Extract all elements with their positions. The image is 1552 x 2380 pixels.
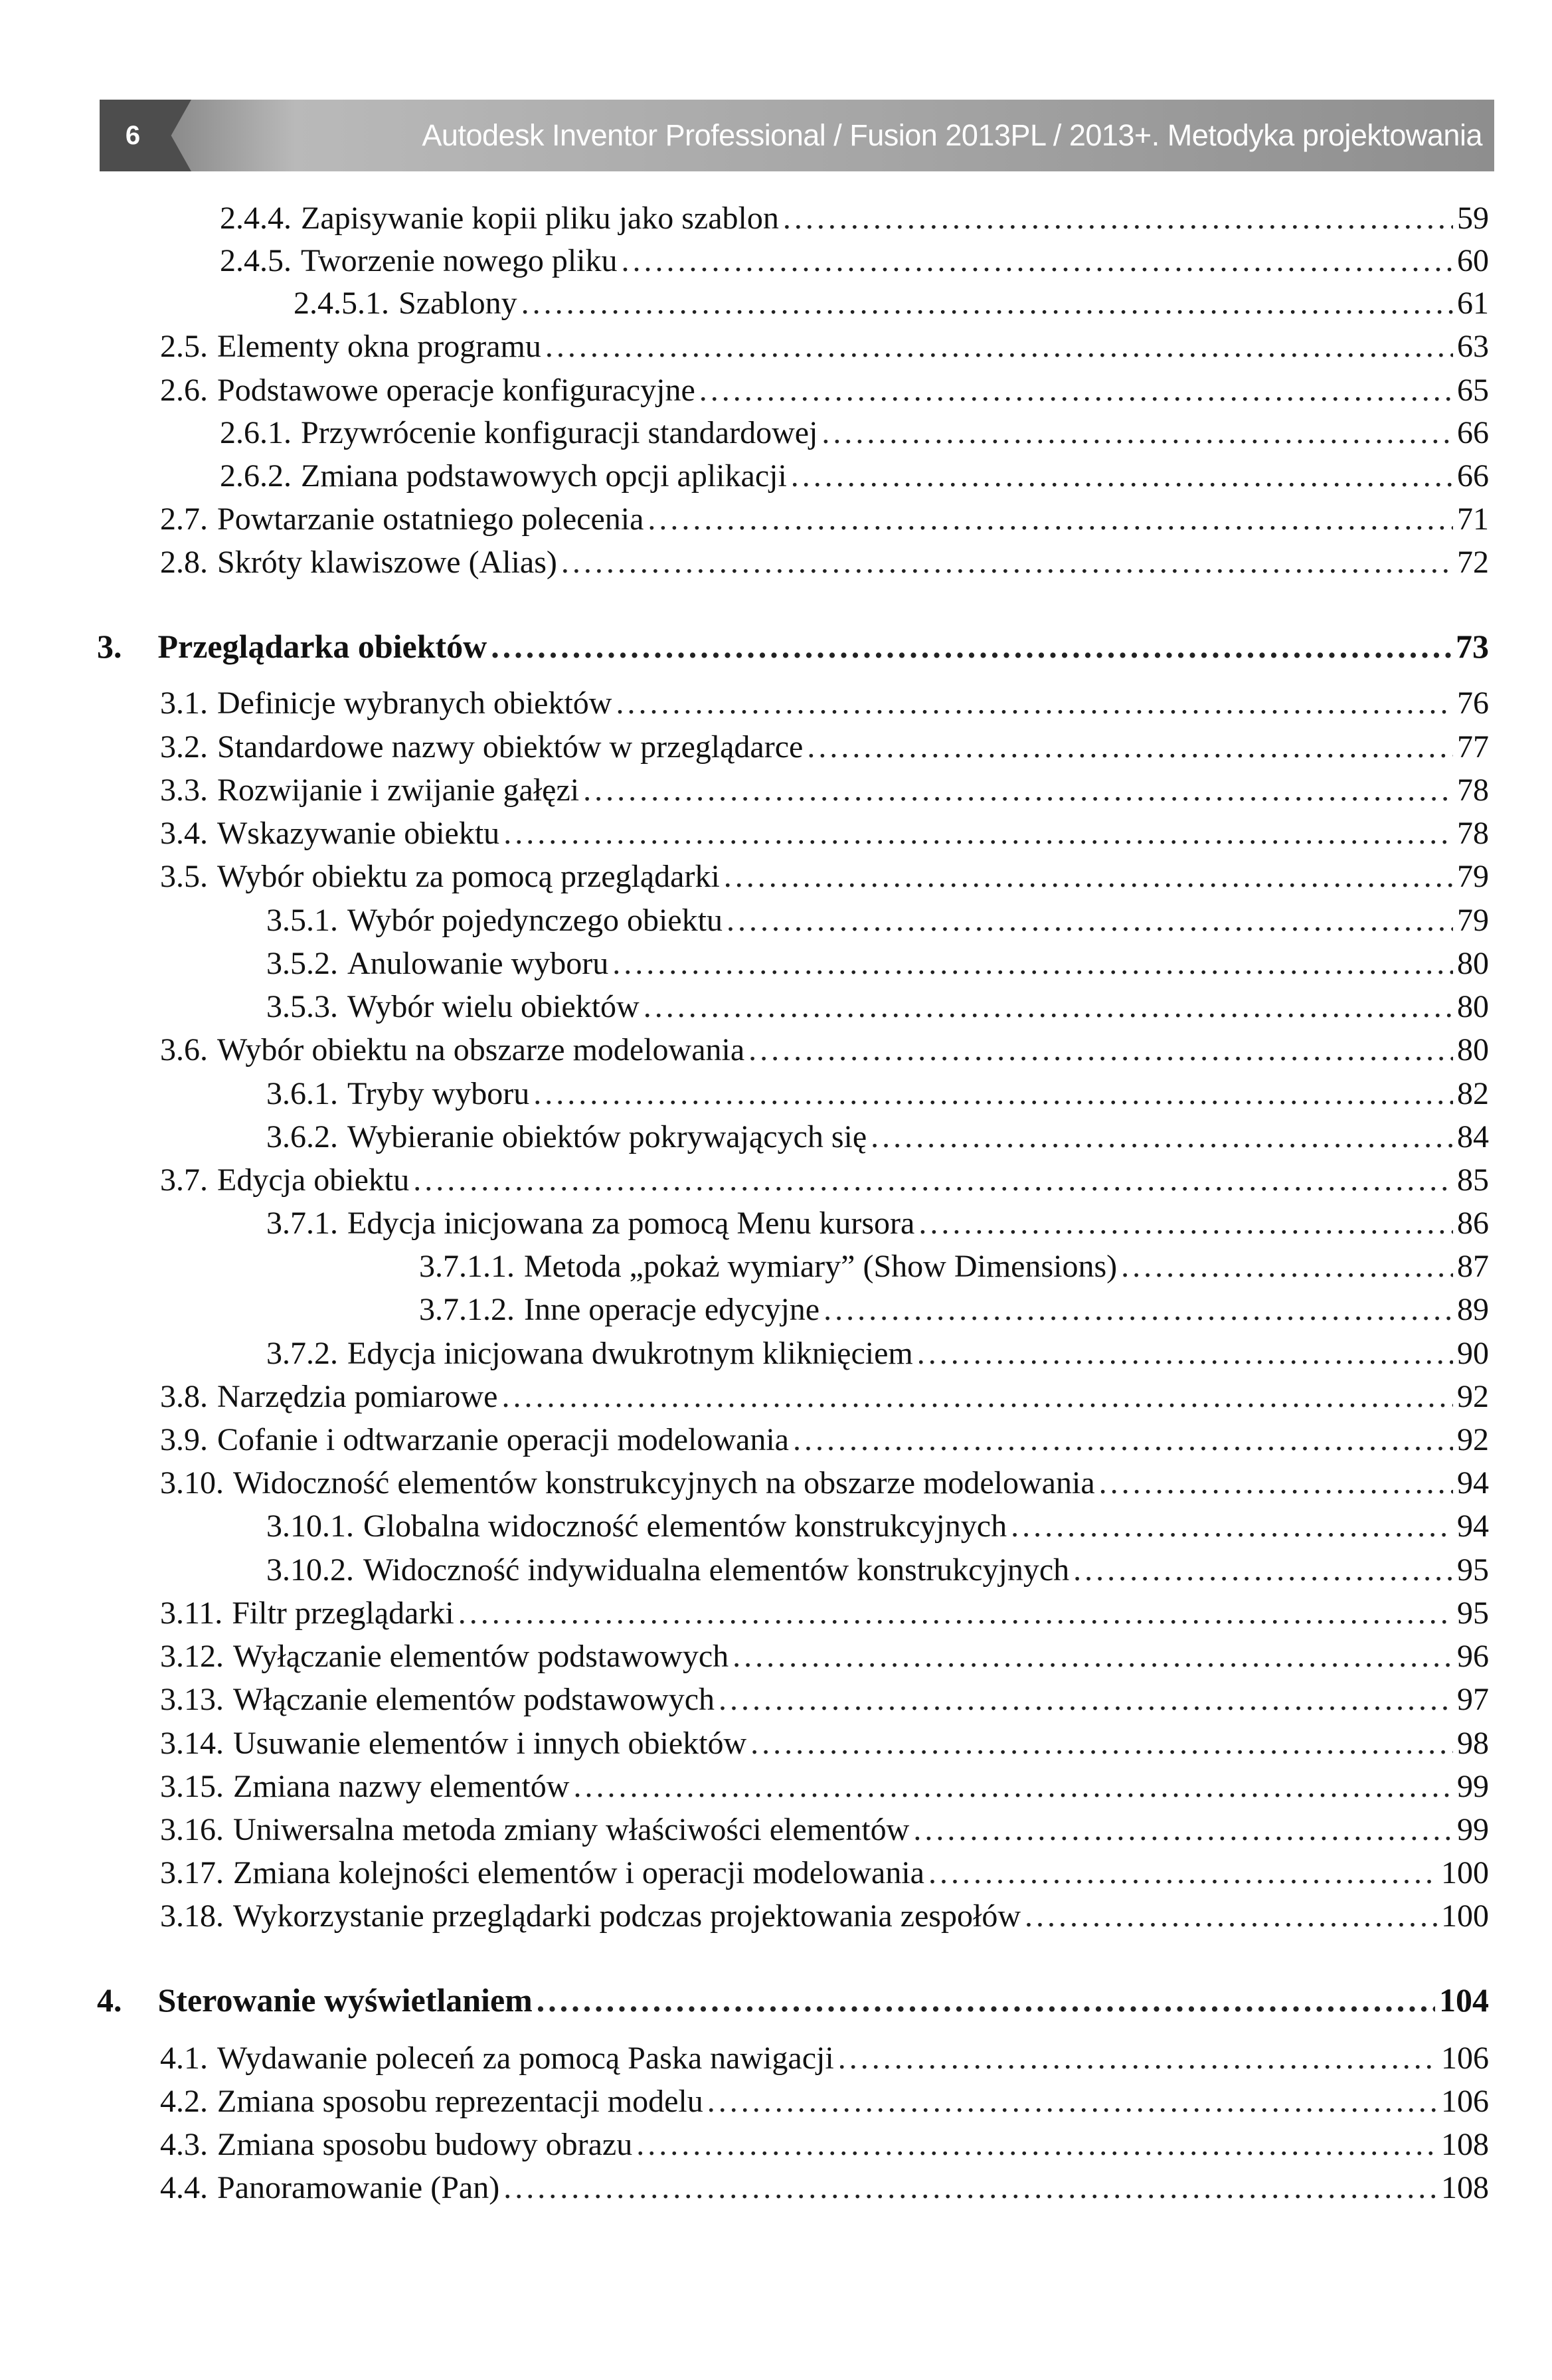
toc-entry-number: 3.13.: [160, 1682, 224, 1717]
toc-leader-dots: [521, 283, 1453, 324]
toc-entry-page: 79: [1457, 903, 1489, 938]
toc-entry-title: Narzędzia pomiarowe: [217, 1379, 498, 1414]
toc-entry-number: 4.2.: [160, 2084, 208, 2119]
toc-entry-title: Edycja inicjowana dwukrotnym kliknięciem: [347, 1336, 913, 1371]
toc-entry-title: Wybór obiektu na obszarze modelowania: [217, 1032, 745, 1067]
toc-entry-page: 78: [1457, 816, 1489, 851]
toc-leader-dots: [413, 1160, 1453, 1201]
toc-entry-page: 92: [1457, 1379, 1489, 1414]
toc-entry-number: 4.3.: [160, 2127, 208, 2162]
toc-entry-number: 2.8.: [160, 545, 208, 580]
toc-entry: [266, 943, 1489, 984]
toc-entry-page: 65: [1457, 373, 1489, 408]
toc-leader-dots: [1121, 1246, 1453, 1287]
toc-entry: [220, 240, 1489, 282]
toc-entry-page: 100: [1441, 1898, 1489, 1934]
toc-entry-page: 86: [1457, 1206, 1489, 1241]
toc-entry: [266, 1203, 1489, 1244]
toc-leader-dots: [748, 1030, 1453, 1071]
toc-entry: [160, 1419, 1489, 1461]
toc-entry: [160, 370, 1489, 411]
toc-entry: [160, 2124, 1489, 2165]
toc-entry-number: 3.11.: [160, 1596, 223, 1631]
toc-entry-page: 79: [1457, 859, 1489, 894]
toc-entry-title: Uniwersalna metoda zmiany właściwości elementów: [233, 1812, 910, 1847]
toc-entry-page: 80: [1457, 946, 1489, 981]
toc-entry-title: Wybieranie obiektów pokrywających się: [347, 1119, 867, 1154]
toc-entry: [220, 412, 1489, 454]
toc-entry-number: 3.5.: [160, 859, 208, 894]
toc-entry-number: 3.12.: [160, 1639, 224, 1674]
toc-entry-number: 3.7.1.2.: [419, 1292, 515, 1327]
toc-leader-dots: [616, 683, 1453, 724]
toc-entry-number: 3.6.: [160, 1032, 208, 1067]
toc-leader-dots: [823, 1289, 1453, 1330]
toc-entry-number: 3.: [97, 628, 122, 665]
toc-entry-page: 99: [1457, 1812, 1489, 1847]
toc-entry-title: Anulowanie wyboru: [347, 946, 609, 981]
toc-entry-page: 82: [1457, 1076, 1489, 1111]
toc-leader-dots: [503, 813, 1453, 854]
toc-entry: [266, 900, 1489, 941]
toc-entry-number: 3.5.3.: [266, 989, 338, 1024]
running-header: [100, 100, 1494, 171]
toc-entry-title: Tryby wyboru: [347, 1076, 530, 1111]
toc-entry: [160, 1766, 1489, 1807]
toc-entry-number: 3.2.: [160, 729, 208, 765]
toc-entry-page: 66: [1457, 458, 1489, 494]
toc-entry: [220, 456, 1489, 497]
toc-leader-dots: [1025, 1896, 1437, 1937]
toc-leader-dots: [583, 770, 1453, 811]
toc-entry: [266, 986, 1489, 1028]
toc-entry-title: Widoczność elementów konstrukcyjnych na obszarze modelowania: [233, 1465, 1095, 1501]
toc-entry: [266, 1506, 1489, 1547]
toc-entry: [266, 1117, 1489, 1158]
toc-entry-number: 2.4.5.1.: [294, 286, 389, 321]
toc-entry: [220, 198, 1489, 239]
toc-entry-title: Metoda „pokaż wymiary” (Show Dimensions): [524, 1249, 1118, 1284]
toc-entry-number: 3.7.1.: [266, 1206, 338, 1241]
toc-entry: [160, 1376, 1489, 1418]
toc-entry: [160, 1723, 1489, 1764]
toc-leader-dots: [871, 1117, 1453, 1158]
toc-leader-dots: [503, 2167, 1437, 2209]
toc-entry-number: 4.1.: [160, 2041, 208, 2076]
toc-entry-title: Definicje wybranych obiektów: [217, 686, 612, 721]
toc-leader-dots: [1011, 1506, 1453, 1547]
toc-entry: [160, 326, 1489, 367]
toc-entry-page: 97: [1457, 1682, 1489, 1717]
toc-leader-dots: [783, 198, 1453, 239]
toc-entry: [266, 1073, 1489, 1115]
toc-entry: [160, 542, 1489, 583]
toc-entry-title: Globalna widoczność elementów konstrukcyjnych: [363, 1509, 1007, 1544]
toc-entry: [160, 856, 1489, 897]
toc-entry-number: 3.5.2.: [266, 946, 338, 981]
toc-leader-dots: [1073, 1550, 1453, 1591]
toc-leader-dots: [491, 626, 1452, 667]
toc-leader-dots: [573, 1766, 1453, 1807]
toc-leader-dots: [647, 499, 1453, 540]
toc-leader-dots: [545, 326, 1453, 367]
toc-entry-page: 98: [1457, 1726, 1489, 1761]
toc-entry-number: 4.: [97, 1981, 122, 2019]
toc-entry-page: 94: [1457, 1509, 1489, 1544]
toc-leader-dots: [733, 1636, 1453, 1677]
toc-entry-title: Tworzenie nowego pliku: [301, 243, 618, 278]
toc-entry-number: 3.15.: [160, 1769, 224, 1804]
toc-leader-dots: [458, 1593, 1453, 1634]
toc-leader-dots: [913, 1809, 1453, 1851]
toc-entry: [266, 1550, 1489, 1591]
toc-entry-title: Powtarzanie ostatniego polecenia: [217, 502, 644, 537]
toc-entry-page: 108: [1441, 2127, 1489, 2162]
toc-leader-dots: [1099, 1463, 1453, 1504]
toc-entry-page: 87: [1457, 1249, 1489, 1284]
toc-entry-title: Przeglądarka obiektów: [157, 628, 487, 665]
toc-entry: [419, 1289, 1489, 1330]
toc-leader-dots: [750, 1723, 1453, 1764]
toc-entry-page: 99: [1457, 1769, 1489, 1804]
toc-entry: [160, 683, 1489, 724]
toc-entry-title: Wybór pojedynczego obiektu: [347, 903, 723, 938]
toc-entry: [160, 770, 1489, 811]
toc-entry-title: Skróty klawiszowe (Alias): [217, 545, 557, 580]
toc-entry: [266, 1333, 1489, 1374]
toc-leader-dots: [791, 456, 1453, 497]
toc-leader-dots: [501, 1376, 1453, 1418]
toc-entry-page: 80: [1457, 1032, 1489, 1067]
toc-leader-dots: [821, 412, 1453, 454]
toc-entry: [160, 2081, 1489, 2122]
toc-entry-page: 84: [1457, 1119, 1489, 1154]
toc-entry-number: 2.6.1.: [220, 415, 292, 450]
toc-entry: [160, 813, 1489, 854]
toc-entry-page: 77: [1457, 729, 1489, 765]
toc-entry-number: 3.4.: [160, 816, 208, 851]
toc-entry-number: 2.4.5.: [220, 243, 292, 278]
toc-entry-page: 63: [1457, 329, 1489, 364]
toc-entry-page: 104: [1439, 1981, 1489, 2019]
toc-entry-number: 3.8.: [160, 1379, 208, 1414]
toc-leader-dots: [807, 727, 1453, 768]
toc-entry: [160, 727, 1489, 768]
toc-entry-title: Edycja obiektu: [217, 1162, 410, 1198]
toc-entry-title: Standardowe nazwy obiektów w przeglądarce: [217, 729, 804, 765]
toc-entry-title: Wskazywanie obiektu: [217, 816, 500, 851]
toc-entry: [160, 1809, 1489, 1851]
toc-entry-number: 3.7.: [160, 1162, 208, 1198]
toc-entry-number: 3.6.2.: [266, 1119, 338, 1154]
toc-entry-number: 3.10.2.: [266, 1552, 354, 1588]
toc-leader-dots: [917, 1333, 1453, 1374]
toc-entry-number: 3.9.: [160, 1422, 208, 1457]
toc-entry-number: 3.10.: [160, 1465, 224, 1501]
toc-entry-title: Sterowanie wyświetlaniem: [157, 1981, 533, 2019]
toc-entry: [160, 1463, 1489, 1504]
toc-entry-number: 3.16.: [160, 1812, 224, 1847]
toc-entry-page: 106: [1441, 2041, 1489, 2076]
page-number: 6: [125, 121, 141, 150]
toc-entry-number: 3.10.1.: [266, 1509, 354, 1544]
toc-leader-dots: [537, 1979, 1435, 2021]
toc-entry-title: Zmiana podstawowych opcji aplikacji: [301, 458, 787, 494]
toc-entry-page: 85: [1457, 1162, 1489, 1198]
toc-entry-title: Wyłączanie elementów podstawowych: [233, 1639, 729, 1674]
toc-entry: [160, 1896, 1489, 1937]
toc-entry: [160, 2038, 1489, 2079]
toc-entry-title: Podstawowe operacje konfiguracyjne: [217, 373, 695, 408]
toc-leader-dots: [727, 900, 1453, 941]
toc-entry-title: Wybór wielu obiektów: [347, 989, 640, 1024]
toc-leader-dots: [636, 2124, 1437, 2165]
toc-entry-title: Zapisywanie kopii pliku jako szablon: [301, 201, 779, 236]
toc-entry: [294, 283, 1489, 324]
toc-entry-page: 59: [1457, 201, 1489, 236]
toc-entry-number: 3.7.1.1.: [419, 1249, 515, 1284]
toc-entry-title: Edycja inicjowana za pomocą Menu kursora: [347, 1206, 915, 1241]
toc-entry-page: 90: [1457, 1336, 1489, 1371]
toc-leader-dots: [918, 1203, 1453, 1244]
toc-entry: [160, 1636, 1489, 1677]
toc-entry-title: Usuwanie elementów i innych obiektów: [233, 1726, 747, 1761]
toc-entry: [160, 1853, 1489, 1894]
toc-entry-title: Zmiana sposobu budowy obrazu: [217, 2127, 633, 2162]
toc-entry-title: Rozwijanie i zwijanie gałęzi: [217, 773, 580, 808]
toc-entry-page: 80: [1457, 989, 1489, 1024]
toc-leader-dots: [724, 856, 1453, 897]
toc-entry-number: 4.4.: [160, 2170, 208, 2205]
toc-entry-number: 2.5.: [160, 329, 208, 364]
toc-entry: [160, 1030, 1489, 1071]
toc-entry-number: 3.5.1.: [266, 903, 338, 938]
toc-entry-number: 2.4.4.: [220, 201, 292, 236]
toc-leader-dots: [838, 2038, 1437, 2079]
toc-entry-page: 106: [1441, 2084, 1489, 2119]
toc-entry-title: Zmiana sposobu reprezentacji modelu: [217, 2084, 703, 2119]
toc-entry-number: 3.7.2.: [266, 1336, 338, 1371]
toc-entry-title: Inne operacje edycyjne: [524, 1292, 820, 1327]
toc-entry-page: 71: [1457, 502, 1489, 537]
toc-entry: [419, 1246, 1489, 1287]
toc-entry-title: Widoczność indywidualna elementów konstrukcyjnych: [363, 1552, 1070, 1588]
toc-entry-page: 100: [1441, 1855, 1489, 1890]
running-header-title: Autodesk Inventor Professional / Fusion 2013PL / 2013+. Metodyka projektowania: [422, 118, 1482, 152]
toc-entry-page: 89: [1457, 1292, 1489, 1327]
toc-entry-number: 3.6.1.: [266, 1076, 338, 1111]
toc-leader-dots: [699, 370, 1453, 411]
toc-chapter: [97, 626, 1489, 667]
toc-entry-page: 73: [1456, 628, 1489, 665]
toc-entry: [160, 1679, 1489, 1720]
toc-entry: [160, 2167, 1489, 2209]
toc-entry-number: 3.14.: [160, 1726, 224, 1761]
toc-entry-title: Panoramowanie (Pan): [217, 2170, 500, 2205]
toc-entry-number: 3.3.: [160, 773, 208, 808]
toc-entry-number: 2.6.: [160, 373, 208, 408]
toc-entry-page: 95: [1457, 1596, 1489, 1631]
toc-leader-dots: [644, 986, 1453, 1028]
toc-leader-dots: [561, 542, 1453, 583]
toc-entry-page: 76: [1457, 686, 1489, 721]
toc-entry-page: 66: [1457, 415, 1489, 450]
toc-leader-dots: [622, 240, 1453, 282]
toc-leader-dots: [719, 1679, 1453, 1720]
toc-entry: [160, 499, 1489, 540]
toc-entry-page: 60: [1457, 243, 1489, 278]
toc-leader-dots: [707, 2081, 1437, 2122]
toc-entry: [160, 1160, 1489, 1201]
toc-entry-title: Wykorzystanie przeglądarki podczas projektowania zespołów: [233, 1898, 1021, 1934]
toc-entry-title: Włączanie elementów podstawowych: [233, 1682, 715, 1717]
toc-entry-number: 2.7.: [160, 502, 208, 537]
toc-leader-dots: [793, 1419, 1453, 1461]
toc-entry-page: 108: [1441, 2170, 1489, 2205]
toc-entry-number: 3.17.: [160, 1855, 224, 1890]
toc-entry-title: Elementy okna programu: [217, 329, 541, 364]
toc-leader-dots: [533, 1073, 1453, 1115]
toc-entry: [160, 1593, 1489, 1634]
toc-entry-title: Zmiana kolejności elementów i operacji modelowania: [233, 1855, 924, 1890]
toc-leader-dots: [612, 943, 1453, 984]
toc-entry-title: Filtr przeglądarki: [232, 1596, 454, 1631]
toc-entry-title: Wydawanie poleceń za pomocą Paska nawigacji: [217, 2041, 834, 2076]
toc-entry-title: Szablony: [398, 286, 517, 321]
toc-entry-number: 3.1.: [160, 686, 208, 721]
toc-leader-dots: [928, 1853, 1437, 1894]
toc-entry-page: 95: [1457, 1552, 1489, 1588]
toc-entry-title: Cofanie i odtwarzanie operacji modelowania: [217, 1422, 789, 1457]
toc-entry-number: 3.18.: [160, 1898, 224, 1934]
toc-entry-number: 2.6.2.: [220, 458, 292, 494]
toc-chapter: [97, 1979, 1489, 2021]
toc-entry-page: 72: [1457, 545, 1489, 580]
toc-entry-title: Wybór obiektu za pomocą przeglądarki: [217, 859, 720, 894]
toc-entry-title: Przywrócenie konfiguracji standardowej: [301, 415, 818, 450]
toc-entry-page: 78: [1457, 773, 1489, 808]
toc-entry-title: Zmiana nazwy elementów: [233, 1769, 570, 1804]
toc-entry-page: 96: [1457, 1639, 1489, 1674]
toc-entry-page: 94: [1457, 1465, 1489, 1501]
toc-entry-page: 61: [1457, 286, 1489, 321]
toc-entry-page: 92: [1457, 1422, 1489, 1457]
